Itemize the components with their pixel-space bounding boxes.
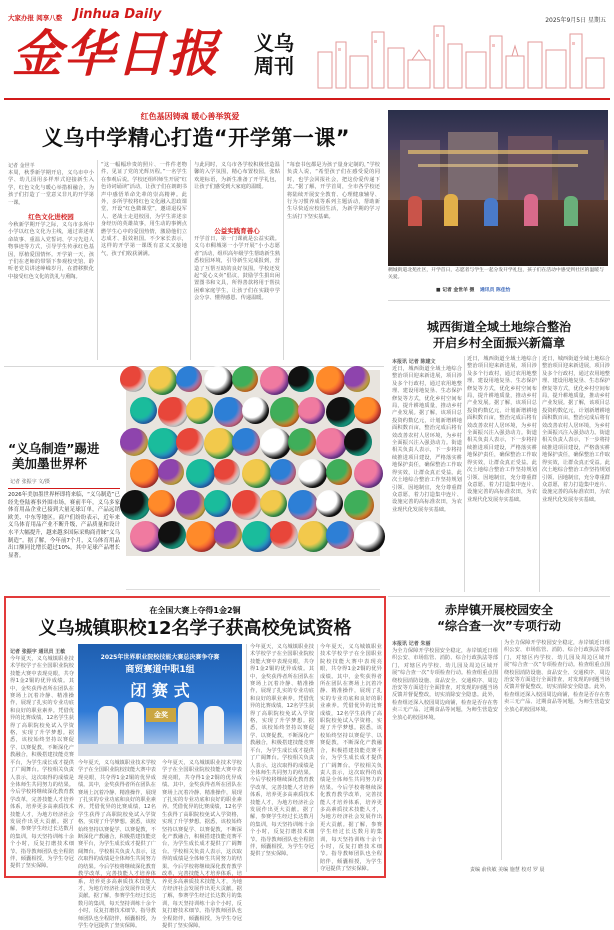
soccer-ball (130, 397, 157, 424)
safety-col1: 为全力保障开学校园安全稳定，赤岸镇近日组织公安、市场监管、消防、综合行政执法等部门，对辖区内学校、幼儿园及周边区域开展“综合查一次”专项检查行动。检查组重点围绕校园消防设施、食品安全、交通秩序、周边治安等方面进行全面排查，对发现的问题当场反馈并督促整改，切实消除安全隐患。此外，检查组还深入校园周边商铺，检查是否存在售卖三无产品、过期食品等问题，为师生营造安全放心的校园环境。 (392, 648, 498, 721)
safety-headline-line1: 赤岸镇开展校园安全 (444, 603, 553, 617)
edition-title: 义乌周刊 (254, 31, 294, 78)
soccer-ball (344, 490, 374, 520)
soccer-ball (158, 397, 188, 427)
soccer-ball (260, 428, 291, 459)
soccer-ball (242, 521, 273, 552)
soccer-ball (298, 397, 325, 424)
soccer-ball (288, 428, 316, 456)
lead-col1-p1: 本周，秋季新学期开启，义乌市中小学、幼儿园用多样形式迎接新生入学，红色文化与暖心举措相融合，为孩子们打造了一堂意义非凡的开学第一课。 (8, 170, 94, 206)
photo-secondary-credit: 通讯员 陈佳怡 (480, 288, 511, 293)
soccer-ball (354, 459, 383, 488)
soccer-ball (316, 428, 347, 459)
soccer-ball (214, 397, 244, 427)
soccer-ball (148, 428, 179, 459)
soccer-ball (130, 521, 161, 552)
soccer-ball (316, 366, 345, 395)
vocational-byline: 记者 张振宇 通讯员 王敏 (10, 649, 66, 655)
soccer-ball (344, 366, 370, 392)
gold-medal-board: 金奖 (146, 708, 176, 722)
header-tagline: 大家办报 阅享八婺 (8, 14, 63, 22)
world-body: 2026年美加墨世界杯即将来临，“义乌制造”已经先登陆赛事外围市场，赛前半年，义乌多家体育用品企业已接到大量足球订单，产品远销欧美、中东等地区。商户们纷纷表示，近年来义乌体育用品产业不断升级，产品质量和设计水平大幅提升，越来越多国际采购商青睐“义乌制造”。据了解，今年前7个月，义乌体育用品出口额同比增长超过10%，其中足球产品增长显著。 (8, 492, 120, 559)
lead-kicker: 红色基因铸魂 暖心善举筑爱 (140, 112, 240, 121)
vocational-photo (78, 644, 242, 756)
ceremony-banner-main: 闭 赛 式 (130, 681, 190, 700)
world-photo-caption-area (126, 558, 380, 590)
world-byline: 记者 张振宇 文/摄 (10, 479, 50, 485)
lead-subhead-2: 公益实践育善心 (214, 227, 260, 235)
county-headline-line1: 城西街道全域土地综合整治 (426, 320, 571, 334)
lead-col3-p1: 与此同时，义乌市各学校积极营造温馨的入学氛围，精心布置校园，张贴欢迎标语，为新生准备了开学礼包，让孩子们感受到大家庭的温暖。 (194, 162, 280, 191)
header-brand-en: Jinhua Daily (74, 7, 162, 22)
soccer-ball (242, 397, 269, 424)
masthead-header (0, 0, 614, 92)
soccer-ball (232, 366, 258, 392)
lead-col4: “每套书包都是为孩子量身定制的，”学校负责人说，“希望孩子们在感受爱的同时，也学会回报社会，把这份爱传递下去。”据了解，开学首周，全市各学校还将陆续开展安全教育、心理健康辅导、行为习惯养成等系列主题活动，帮助新生尽快适应校园生活，为新学期的学习生活打下坚实基础。 (287, 162, 380, 220)
soccer-ball (176, 490, 206, 520)
soccer-ball (186, 459, 215, 488)
lead-col1-p2: 今秋新学期开学之际，义乌市多所中小学以红色文化为主线，通过讲述革命故事、重温入党誓词、学习先进人物事迹等方式，引导学生传承红色基因，厚植爱国情怀。开学第一天，孩子们在老师的带领下参观校史馆、聆听老党员讲述峥嵘岁月，在潜移默化中接受红色文化的洗礼与熏陶。 (8, 222, 94, 280)
lead-photo (388, 110, 608, 266)
lead-photo-credit (436, 288, 510, 295)
ceremony-banner-title: 2025年世界职业院校技能大赛总决赛争夺赛 (100, 654, 220, 661)
soccer-ball (186, 397, 213, 424)
soccer-ball (232, 490, 262, 520)
county-byline: 本报讯 记者 陈建文 (392, 359, 436, 365)
soccer-ball (214, 459, 240, 485)
lead-col3-p2: 开学首日，第一门课就是公益实践。义乌市稠城第一小学开展“小小志愿者”活动，组织高年级学生帮助新生熟悉校园环境，引导新生完成报到，营造了互帮互助的良好氛围。学校还发起“爱心义卖”倡议，鼓励学生捐出闲置图书和文具，所得善款将用于帮扶困难家庭学生，让孩子们在实践中学会分享、懂得感恩、传递温暖。 (194, 236, 280, 302)
vocational-col1: 今年夏天，义乌城镇职业技术学校学子在全国职业院校技能大赛中表现亮眼，共夺得1金2铜的优异成绩。其中，金奖获得者所在团队在赛场上沉着冷静、精准操作，展现了扎实的专业功底和良好的职业素养。凭借优异的比赛成绩，12名学生获得了高职院校免试入学资格，实现了升学梦想。据悉，该校始终坚持以赛促学、以赛促教，不断深化产教融合，积极搭建技能竞赛平台，为学生成长成才提供了广阔舞台。学校相关负责人表示，这次取得的成绩是全体师生共同努力的结果。今后学校将继续深化教育教学改革，完善技能人才培养体系，培养更多高素质技术技能人才，为地方经济社会发展作出更大贡献。据了解，参赛学生经过长达数月的集训，每天坚持训练十余个小时，反复打磨技术细节。指导教师团队也全程陪伴，倾囊相授，为学生夺冠提供了坚实保障。 (10, 656, 74, 870)
header-rule (4, 98, 610, 100)
vocational-col5: 今年夏天，义乌城镇职业技术学校学子在全国职业院校技能大赛中表现亮眼，共夺得1金2铜的优异成绩。其中，金奖获得者所在团队在赛场上沉着冷静、精准操作，展现了扎实的专业功底和良好的职业素养。凭借优异的比赛成绩，12名学生获得了高职院校免试入学资格，实现了升学梦想。据悉，该校始终坚持以赛促学、以赛促教，不断深化产教融合，积极搭建技能竞赛平台，为学生成长成才提供了广阔舞台。学校相关负责人表示，这次取得的成绩是全体师生共同努力的结果。今后学校将继续深化教育教学改革，完善技能人才培养体系，培养更多高素质技术技能人才，为地方经济社会发展作出更大贡献。据了解，参赛学生经过长达数月的集训，每天坚持训练十余个小时，反复打磨技术细节。指导教师团队也全程陪伴，倾囊相授，为学生夺冠提供了坚实保障。 (320, 644, 382, 873)
soccer-ball (298, 459, 327, 488)
ceremony-banner-sub: 商贸赛道中职1组 (125, 665, 195, 675)
masthead-logo: 金华日报 (12, 24, 220, 83)
safety-col2: 为全力保障开学校园安全稳定，赤岸镇近日组织公安、市场监管、消防、综合行政执法等部门，对辖区内学校、幼儿园及周边区域开展“综合查一次”专项检查行动。检查组重点围绕校园消防设施、食品安全、交通秩序、周边治安等方面进行全面排查，对发现的问题当场反馈并督促整改，切实消除安全隐患。此外，检查组还深入校园周边商铺，检查是否存在售卖三无产品、过期食品等问题，为师生营造安全放心的校园环境。 (504, 640, 610, 713)
vocational-col3: 今年夏天，义乌城镇职业技术学校学子在全国职业院校技能大赛中表现亮眼，共夺得1金2铜的优异成绩。其中，金奖获得者所在团队在赛场上沉着冷静、精准操作，展现了扎实的专业功底和良好的职业素养。凭借优异的比赛成绩，12名学生获得了高职院校免试入学资格，实现了升学梦想。据悉，该校始终坚持以赛促学、以赛促教，不断深化产教融合，积极搭建技能竞赛平台，为学生成长成才提供了广阔舞台。学校相关负责人表示，这次取得的成绩是全体师生共同努力的结果。今后学校将继续深化教育教学改革，完善技能人才培养体系，培养更多高素质技术技能人才，为地方经济社会发展作出更大贡献。据了解，参赛学生经过长达数月的集训，每天坚持训练十余个小时，反复打磨技术细节。指导教师团队也全程陪伴，倾囊相授，为学生夺冠提供了坚实保障。 (162, 760, 242, 929)
soccer-ball (326, 397, 356, 427)
soccer-ball (204, 428, 235, 459)
soccer-ball (158, 521, 186, 549)
lead-subhead-1: 红色文化进校园 (28, 213, 74, 221)
soccer-ball (186, 521, 217, 552)
soccer-ball (354, 521, 385, 552)
photo-credit-text: ■ 记者 金世羊 摄 (436, 288, 475, 293)
soccer-ball (288, 366, 314, 392)
soccer-ball (120, 428, 148, 456)
soccer-ball (158, 459, 184, 485)
safety-byline: 本报讯 记者 朱丽 (392, 641, 431, 647)
soccer-ball (344, 428, 372, 456)
vocational-col4: 今年夏天，义乌城镇职业技术学校学子在全国职业院校技能大赛中表现亮眼，共夺得1金2铜的优异成绩。其中，金奖获得者所在团队在赛场上沉着冷静、精准操作，展现了扎实的专业功底和良好的职业素养。凭借优异的比赛成绩，12名学生获得了高职院校免试入学资格，实现了升学梦想。据悉，该校始终坚持以赛促学、以赛促教，不断深化产教融合，积极搭建技能竞赛平台，为学生成长成才提供了广阔舞台。学校相关负责人表示，这次取得的成绩是全体师生共同努力的结果。今后学校将继续深化教育教学改革，完善技能人才培养体系，培养更多高素质技术技能人才，为地方经济社会发展作出更大贡献。据了解，参赛学生经过长达数月的集训，每天坚持训练十余个小时，反复打磨技术细节。指导教师团队也全程陪伴，倾囊相授，为学生夺冠提供了坚实保障。 (250, 644, 314, 858)
soccer-ball (316, 490, 343, 517)
soccer-ball (298, 521, 329, 552)
world-summary-box (8, 488, 120, 592)
soccer-ball (288, 490, 318, 520)
soccer-ball (260, 366, 289, 395)
soccer-ball (204, 490, 231, 517)
soccer-ball (130, 459, 159, 488)
world-headline-line2: 美加墨世界杯 (12, 456, 88, 471)
county-col2: 近日，城西街道全域土地综合整治项目迎来新进展，项目涉及多个行政村，通过农用地整理、建设用地复垦、生态保护修复等方式，优化乡村空间布局，提升耕地质量，推动乡村产业发展。据了解，该项目总投资约数亿元，计划新增耕地面积数百亩，整治完成后将有效改善农村人居环境，为乡村全面振兴注入强劲动力。街道相关负责人表示，下一步将持续推进项目建设，严格落实耕地保护责任，确保整治工作取得实效，让群众真正受益。此次土地综合整治工作坚持规划引领、因地制宜，充分尊重群众意愿，着力打造集中连片、设施完善的高标准农田，为农业现代化发展夯实基础。 (467, 356, 537, 503)
soccer-ball (120, 366, 146, 392)
soccer-ball (232, 428, 260, 456)
soccer-ball (176, 428, 204, 456)
editor-credits: 责编 俞侠敏 美编 施慧 校对 罗 晨 (470, 867, 545, 873)
soccer-ball (270, 397, 300, 427)
soccer-ball (354, 397, 381, 424)
lead-col2: “这一幅幅珍贵的照片、一件件老物件，见证了党的光辉历程。”一名学生在参观后说。学校还组织师生开展“红色诗词诵读”活动，让孩子们在朗朗书声中感悟革命先辈的崇高精神。此外，多所学校将红色文化融入思政课堂，开设“红色微课堂”，邀请退役军人、老战士走进校园，为学生讲述亲身经历的英雄故事，用生动的事例点燃学生心中的爱国热情，激励他们立志成才、报效祖国。不少家长表示，这样的开学第一课既有意义又接地气，孩子们收获满满。 (101, 162, 187, 257)
soccer-ball (270, 521, 298, 549)
soccer-ball (326, 521, 354, 549)
soccer-ball (148, 490, 175, 517)
safety-headline-line2: “综合查一次”专项行动 (437, 619, 561, 633)
soccer-ball (204, 366, 233, 395)
skyline-illustration (312, 22, 608, 88)
lead-byline: 记者 金世羊 (8, 163, 35, 169)
county-headline-line2: 开启乡村全面振兴新篇章 (432, 336, 565, 350)
soccer-ball (260, 490, 287, 517)
soccer-ball (120, 490, 150, 520)
vocational-kicker: 在全国大赛上夺得1金2铜 (149, 606, 241, 615)
world-headline-line1: “义乌制造”踢进 (8, 441, 100, 456)
lead-photo-caption: 稠城街道北苑社区，开学首日，志愿者与学生一起分发开学礼包，孩子们在活动中感受到社区的温暖与关爱。 (388, 268, 604, 280)
header-date: 2025年9月5日 星期五 (545, 17, 606, 24)
soccer-ball (326, 459, 352, 485)
vocational-col2: 今年夏天，义乌城镇职业技术学校学子在全国职业院校技能大赛中表现亮眼，共夺得1金2铜的优异成绩。其中，金奖获得者所在团队在赛场上沉着冷静、精准操作，展现了扎实的专业功底和良好的职业素养。凭借优异的比赛成绩，12名学生获得了高职院校免试入学资格，实现了升学梦想。据悉，该校始终坚持以赛促学、以赛促教，不断深化产教融合，积极搭建技能竞赛平台，为学生成长成才提供了广阔舞台。学校相关负责人表示，这次取得的成绩是全体师生共同努力的结果。今后学校将继续深化教育教学改革，完善技能人才培养体系，培养更多高素质技术技能人才，为地方经济社会发展作出更大贡献。据了解，参赛学生经过长达数月的集训，每天坚持训练十余个小时，反复打磨技术细节。指导教师团队也全程陪伴，倾囊相授，为学生夺冠提供了坚实保障。 (78, 760, 156, 929)
soccer-ball (148, 366, 177, 395)
soccer-ball (176, 366, 202, 392)
soccer-ball (270, 459, 296, 485)
soccer-ball (242, 459, 271, 488)
soccer-ball (214, 521, 242, 549)
lead-headline: 义乌中学精心打造“开学第一课” (41, 126, 351, 150)
county-col3: 近日，城西街道全域土地综合整治项目迎来新进展，项目涉及多个行政村，通过农用地整理、建设用地复垦、生态保护修复等方式，优化乡村空间布局，提升耕地质量，推动乡村产业发展。据了解，该项目总投资约数亿元，计划新增耕地面积数百亩，整治完成后将有效改善农村人居环境，为乡村全面振兴注入强劲动力。街道相关负责人表示，下一步将持续推进项目建设，严格落实耕地保护责任，确保整治工作取得实效，让群众真正受益。此次土地综合整治工作坚持规划引领、因地制宜，充分尊重群众意愿，着力打造集中连片、设施完善的高标准农田，为农业现代化发展夯实基础。 (542, 356, 610, 503)
vocational-headline: 义乌城镇职校12名学子获高校免试资格 (38, 618, 352, 639)
world-photo (126, 370, 380, 556)
county-col1: 近日，城西街道全域土地综合整治项目迎来新进展，项目涉及多个行政村，通过农用地整理、建设用地复垦、生态保护修复等方式，优化乡村空间布局，提升耕地质量，推动乡村产业发展。据了解，该项目总投资约数亿元，计划新增耕地面积数百亩，整治完成后将有效改善农村人居环境，为乡村全面振兴注入强劲动力。街道相关负责人表示，下一步将持续推进项目建设，严格落实耕地保护责任，确保整治工作取得实效，让群众真正受益。此次土地综合整治工作坚持规划引领、因地制宜，充分尊重群众意愿，着力打造集中连片、设施完善的高标准农田，为农业现代化发展夯实基础。 (392, 366, 462, 513)
